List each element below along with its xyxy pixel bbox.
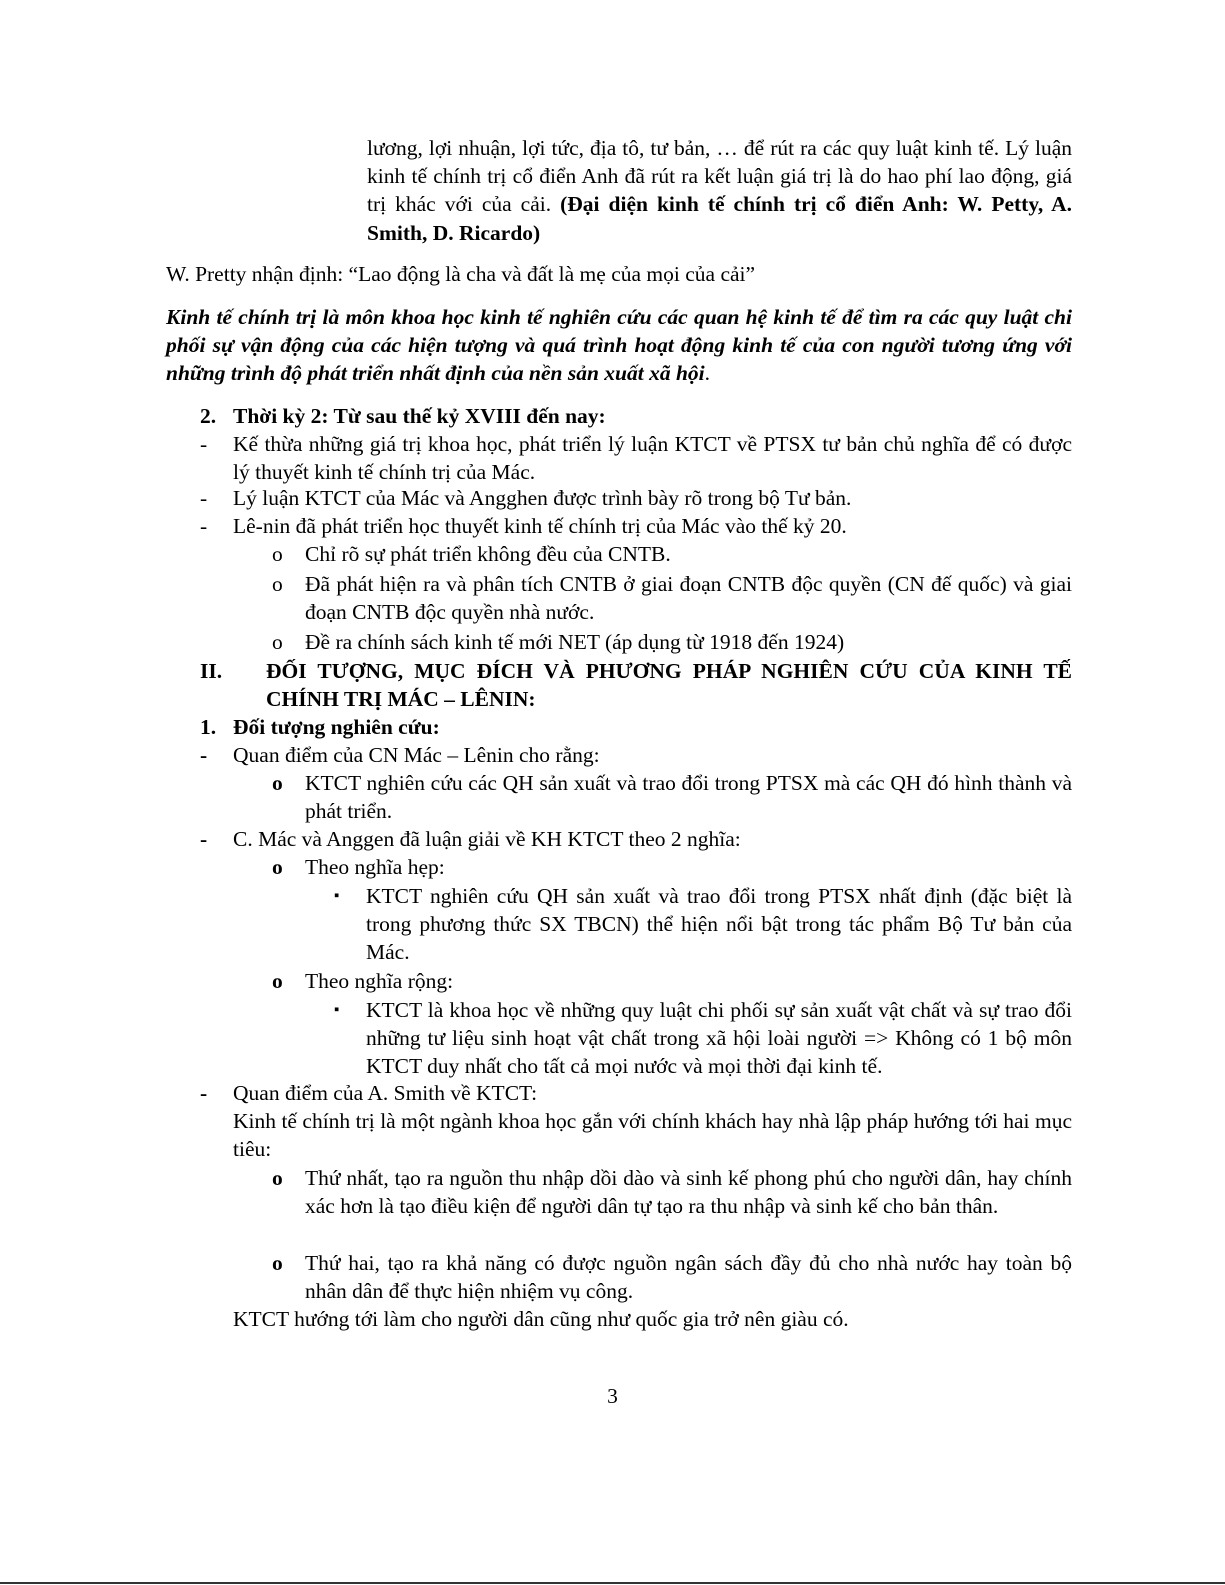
subject-heading: Đối tượng nghiên cứu:	[233, 715, 440, 739]
dash-marker: -	[200, 432, 208, 456]
period2-heading: Thời kỳ 2: Từ sau thế kỷ XVIII đến nay:	[233, 404, 606, 428]
circle-bullet: o	[272, 630, 283, 654]
dash-marker: -	[200, 1081, 208, 1105]
section2-heading: ĐỐI TƯỢNG, MỤC ĐÍCH VÀ PHƯƠNG PHÁP NGHIÊN CỨU CỦA KINH TẾ CHÍNH TRỊ MÁC – LÊNIN:	[266, 659, 1072, 712]
marx-view-item: KTCT nghiên cứu các QH sản xuất và trao đổi trong PTSX mà các QH đó hình thành và phát triển.	[305, 771, 1072, 824]
dash-marker: -	[200, 743, 208, 767]
period2-item-2: Lý luận KTCT của Mác và Angghen được trình bày rõ trong bộ Tư bản.	[233, 486, 852, 510]
dash-marker: -	[200, 514, 208, 538]
petty-quote: W. Pretty nhận định: “Lao động là cha và đất là mẹ của mọi của cải”	[166, 262, 756, 286]
lenin-item-3: Đề ra chính sách kinh tế mới NET (áp dụng từ 1918 đến 1924)	[305, 630, 845, 654]
classical-representatives-text: (Đại diện kinh tế chính trị cổ điển Anh: W. Petty, A. Smith, D. Ricardo)	[367, 192, 1072, 245]
period2-item-1: Kế thừa những giá trị khoa học, phát triển lý luận KTCT về PTSX tư bản chủ nghĩa để có được lý thuyết kinh tế chính trị của Mác.	[233, 432, 1072, 485]
broad-label: Theo nghĩa rộng:	[305, 969, 454, 993]
smith-view: Quan điểm của A. Smith về KTCT:	[233, 1081, 538, 1105]
circle-bullet: o	[272, 1251, 283, 1275]
dash-marker: -	[200, 486, 208, 510]
two-meanings: C. Mác và Anggen đã luận giải về KH KTCT theo 2 nghĩa:	[233, 827, 741, 851]
marx-view: Quan điểm của CN Mác – Lênin cho rằng:	[233, 743, 600, 767]
smith-intro: Kinh tế chính trị là một ngành khoa học gắn với chính khách hay nhà lập pháp hướng tới hai mục tiêu:	[233, 1109, 1072, 1162]
continued-paragraph-text: lương, lợi nhuận, lợi tức, địa tô, tư bản, … để rút ra các quy luật kinh tế. Lý luận kinh tế chính trị cổ điển Anh đã rút ra kết luận giá trị là do hao phí lao động, giá trị khác với của cải.	[367, 136, 1072, 217]
subject-number: 1.	[200, 715, 217, 739]
definition-paragraph: Kinh tế chính trị là môn khoa học kinh tế nghiên cứu các quan hệ kinh tế để tìm ra các quy luật chi phối sự vận động của các hiện tượng và quá trình hoạt động kinh tế của con người tương ứng với những trình độ phát triển nhất định của nền sản xuất xã hội.	[166, 305, 1072, 386]
continued-paragraph	[367, 134, 1072, 247]
square-bullet: ▪	[334, 888, 340, 904]
bottom-rule	[0, 1582, 1225, 1584]
lenin-item-1: Chỉ rõ sự phát triển không đều của CNTB.	[305, 542, 671, 566]
circle-bullet: o	[272, 1166, 283, 1190]
definition-text: Kinh tế chính trị là môn khoa học kinh tế nghiên cứu các quan hệ kinh tế để tìm ra các quy luật chi phối sự vận động của các hiện tượng và quá trình hoạt động kinh tế của con người tương ứng với những trình độ phát triển nhất định của nền sản xuất xã hội	[166, 305, 1072, 386]
circle-bullet: o	[272, 969, 283, 993]
smith-conclusion: KTCT hướng tới làm cho người dân cũng như quốc gia trở nên giàu có.	[233, 1307, 849, 1331]
narrow-text: KTCT nghiên cứu QH sản xuất và trao đổi trong PTSX nhất định (đặc biệt là trong phương thức SX TBCN) thể hiện nổi bật trong tác phẩm Bộ Tư bản của Mác.	[366, 884, 1072, 965]
narrow-label: Theo nghĩa hẹp:	[305, 855, 445, 879]
period2-item-3: Lê-nin đã phát triển học thuyết kinh tế chính trị của Mác vào thế kỷ 20.	[233, 514, 847, 538]
broad-text: KTCT là khoa học về những quy luật chi phối sự sản xuất vật chất và sự trao đổi những tư liệu sinh hoạt vật chất trong xã hội loài người => Không có 1 bộ môn KTCT duy nhất cho tất cả mọi nước và mọi thời đại kinh tế.	[366, 998, 1072, 1079]
circle-bullet: o	[272, 572, 283, 596]
smith-goal-2: Thứ hai, tạo ra khả năng có được nguồn ngân sách đầy đủ cho nhà nước hay toàn bộ nhân dân để thực hiện nhiệm vụ công.	[305, 1251, 1072, 1304]
circle-bullet: o	[272, 855, 283, 879]
period2-number: 2.	[200, 404, 217, 428]
smith-goal-1: Thứ nhất, tạo ra nguồn thu nhập dồi dào và sinh kế phong phú cho người dân, hay chính xác hơn là tạo điều kiện để người dân tự tạo ra thu nhập và sinh kế cho bản thân.	[305, 1166, 1072, 1219]
lenin-item-2: Đã phát hiện ra và phân tích CNTB ở giai đoạn CNTB độc quyền (CN đế quốc) và giai đoạn CNTB độc quyền nhà nước.	[305, 572, 1072, 625]
page-number: 3	[607, 1384, 618, 1408]
circle-bullet: o	[272, 542, 283, 566]
square-bullet: ▪	[334, 1002, 340, 1018]
section2-numeral: II.	[200, 659, 223, 683]
dash-marker: -	[200, 827, 208, 851]
circle-bullet: o	[272, 771, 283, 795]
